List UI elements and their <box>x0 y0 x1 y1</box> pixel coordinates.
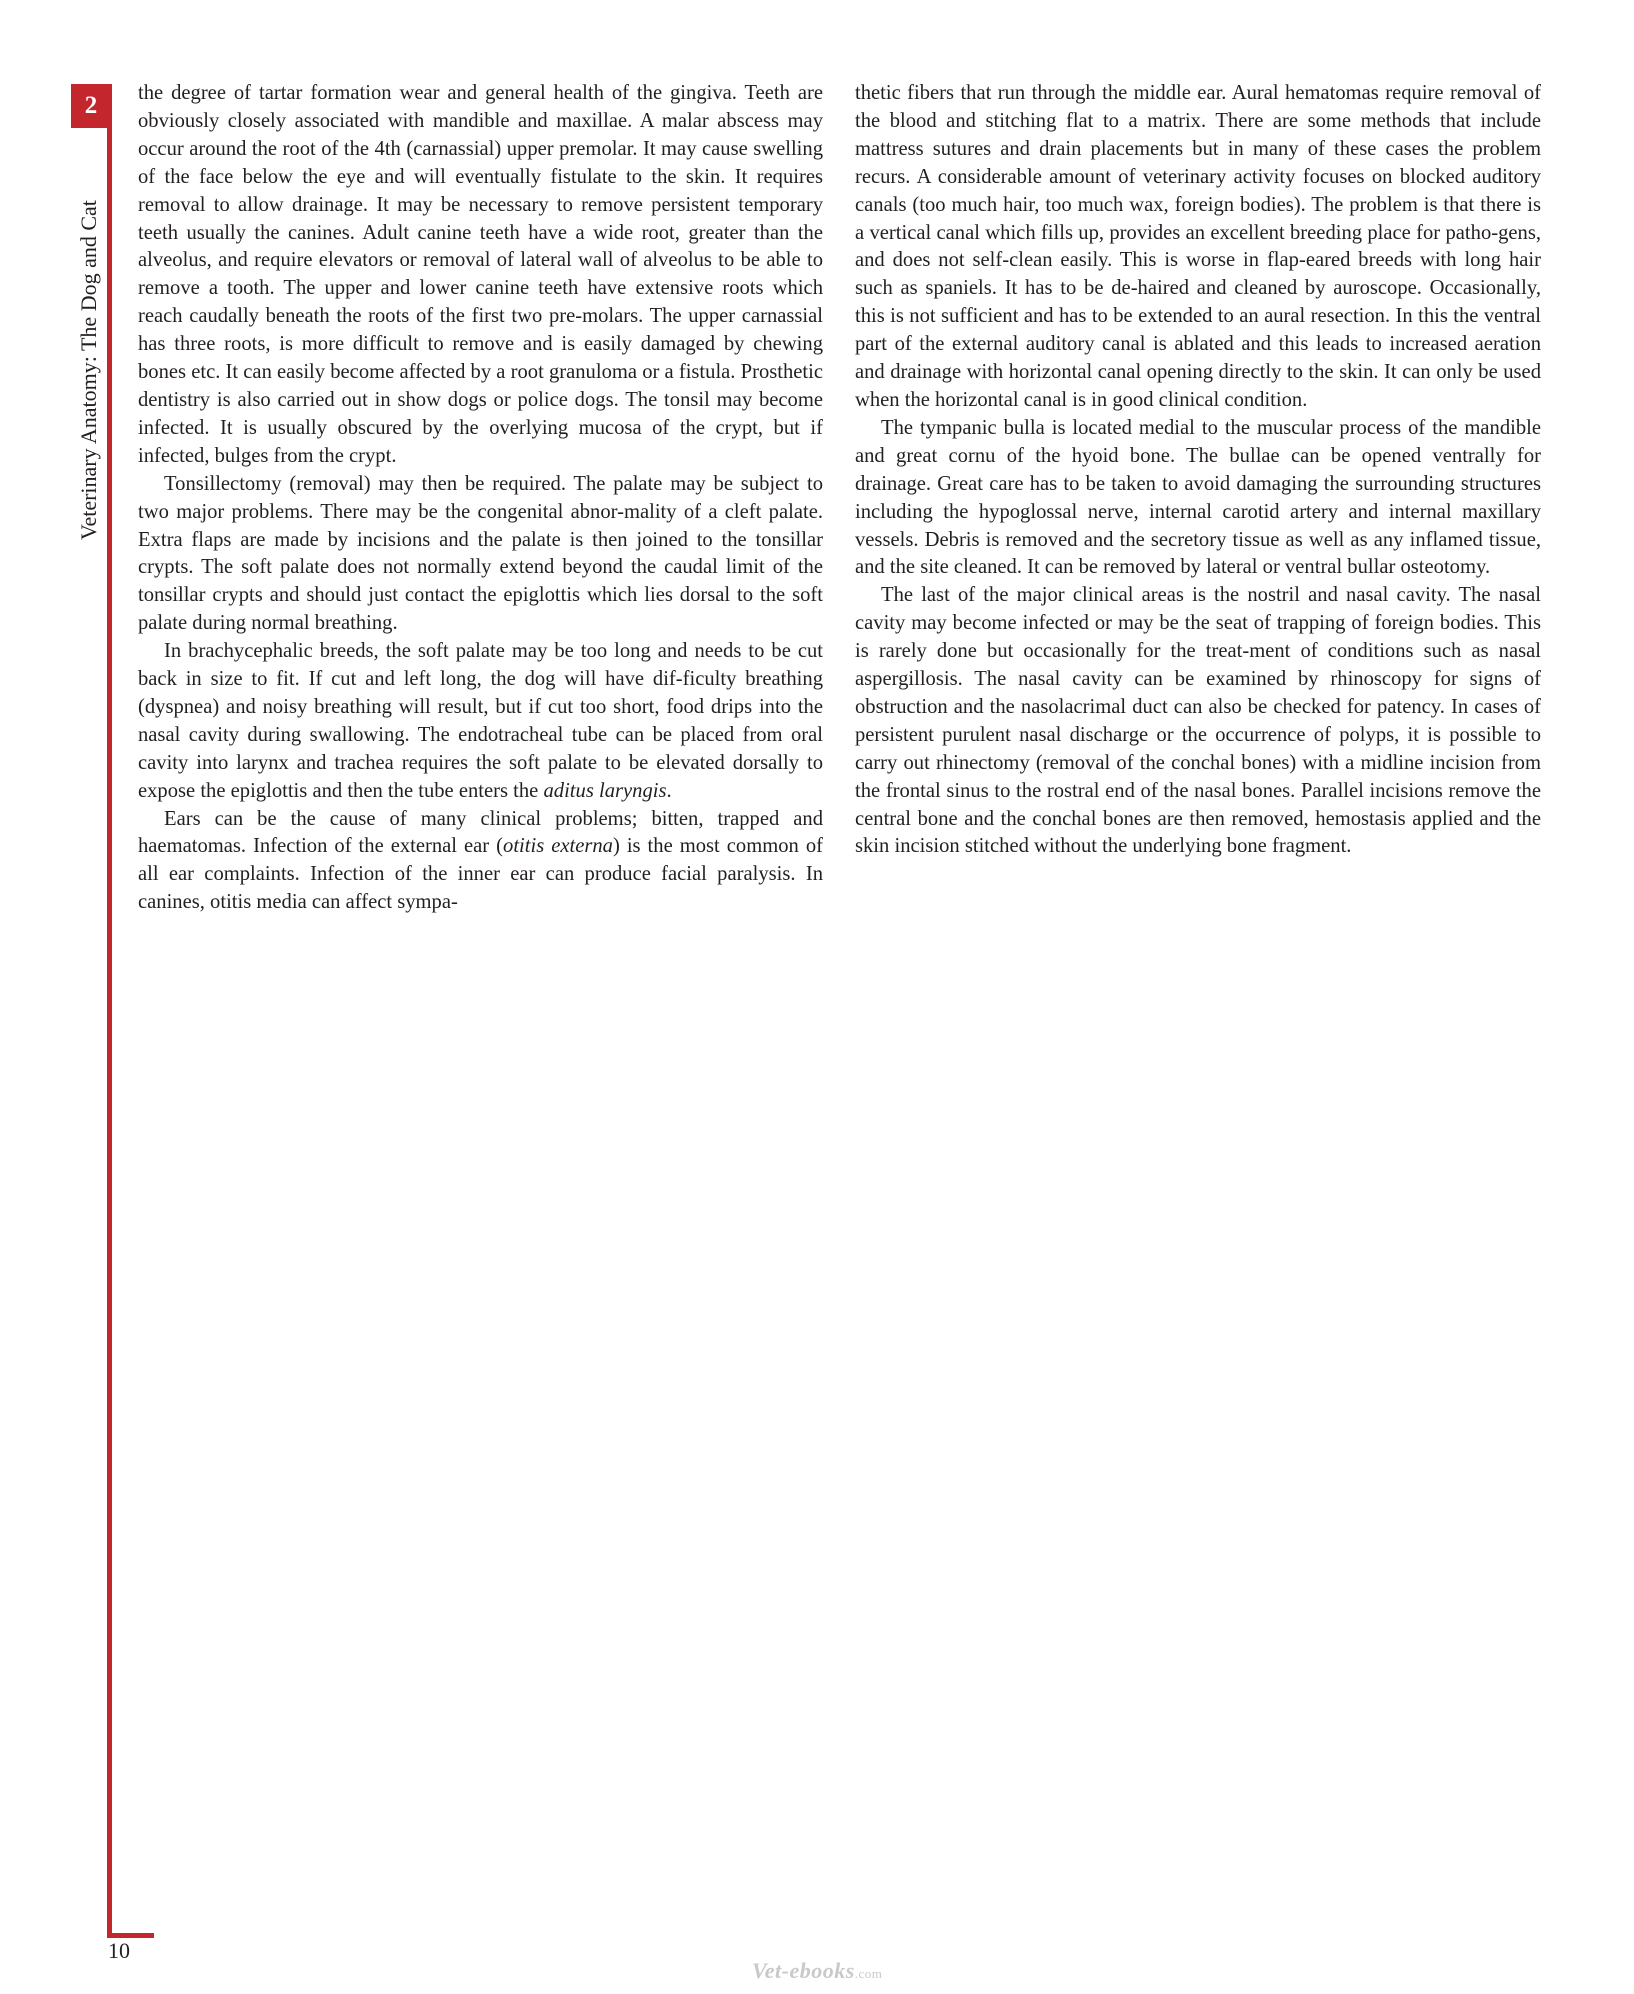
running-head: Veterinary Anatomy: The Dog and Cat <box>76 200 101 540</box>
paragraph-text: ) is the most common of all ear complaints. Infection of the inner ear can produce facial paralysis. In canines, otitis media can affect sympa- <box>138 835 823 914</box>
paragraph: The tympanic bulla is located medial to the muscular process of the mandible and great cornu of the hyoid bone. The bullae can be opened ventrally for drainage. Great care has to be taken to avoid damaging the surrounding structures including the hypoglossal nerve, internal carotid artery and internal maxillary vessels. Debris is removed and the secretory tissue as well as any inflamed tissue, and the site cleaned. It can be removed by lateral or ventral bullar osteotomy. <box>855 416 1541 579</box>
watermark <box>752 1958 882 1984</box>
paragraph-text: Ears can be the cause of many clinical problems; bitten, trapped and haematomas. Infection of the external ear ( <box>138 807 823 858</box>
paragraph-text: In brachycephalic breeds, the soft palate may be too long and needs to be cut back in size to fit. If cut and left long, the dog will have dif-ficulty breathing (dyspnea) and noisy breathing will result, but if cut too short, food drips into the nasal cavity during swallowing. The endotracheal tube can be placed from oral cavity into larynx and trachea requires the soft palate to be elevated dorsally to expose the epiglottis and then the tube enters the <box>138 640 823 802</box>
paragraph: The last of the major clinical areas is the nostril and nasal cavity. The nasal cavity may become infected or may be the seat of trapping of foreign bodies. This is rarely done but occasionally for the treat-ment of conditions such as nasal aspergillosis. The nasal cavity can be examined by rhinoscopy for signs of obstruction and the nasolacrimal duct can also be checked for patency. In cases of persistent purulent nasal discharge or the occurrence of polyps, it is possible to carry out rhinectomy (removal of the conchal bones) with a midline incision from the frontal sinus to the rostral end of the nasal bones. Parallel incisions remove the central bone and the conchal bones are then removed, hemostasis applied and the skin incision stitched without the underlying bone fragment. <box>855 584 1541 858</box>
right-column <box>855 80 1541 861</box>
page-number: 10 <box>108 1938 130 1963</box>
paragraph: Tonsillectomy (removal) may then be required. The palate may be subject to two major problems. There may be the congenital abnor-mality of a cleft palate. Extra flaps are made by incisions and the palate is then joined to the tonsillar crypts. The soft palate does not normally extend beyond the caudal limit of the tonsillar crypts and should just contact the epiglottis which lies dorsal to the soft palate during normal breathing. <box>138 472 823 635</box>
watermark-text: Vet-ebooks <box>752 1958 855 1983</box>
watermark-suffix: .com <box>854 1966 883 1981</box>
chapter-number: 2 <box>84 92 98 119</box>
paragraph <box>138 806 823 918</box>
paragraph: thetic fibers that run through the middle ear. Aural hematomas require removal of the blood and stitching flat to a matrix. There are some methods that include mattress sutures and drain placements but in many of these cases the problem recurs. A considerable amount of veterinary activity focuses on blocked auditory canals (too much hair, too much wax, foreign bodies). The problem is that there is a vertical canal which fills up, provides an excellent breeding place for patho-gens, and does not self-clean easily. This is worse in flap-eared breeds with long hair such as spaniels. It has to be de-haired and cleaned by auroscope. Occasionally, this is not sufficient and has to be extended to an aural resection. In this the ventral part of the external auditory canal is ablated and this leads to increased aeration and drainage with horizontal canal opening directly to the skin. It can only be used when the horizontal canal is in good clinical condition. <box>855 82 1541 411</box>
paragraph-text: . <box>666 779 672 802</box>
paragraph: the degree of tartar formation wear and general health of the gingiva. Teeth are obviously closely associated with mandible and maxillae. A malar abscess may occur around the root of the 4th (carnassial) upper premolar. It may cause swelling of the face below the eye and will eventually fistulate to the skin. It requires removal to allow drainage. It may be necessary to remove persistent temporary teeth usually the canines. Adult canine teeth have a wide root, greater than the alveolus, and require elevators or removal of lateral wall of alveolus to be able to remove a tooth. The upper and lower canine teeth have extensive roots which reach caudally beneath the roots of the first two pre-molars. The upper carnassial has three roots, is more difficult to remove and is easily damaged by chewing bones etc. It can easily become affected by a root granuloma or a fistula. Prosthetic dentistry is also carried out in show dogs or police dogs. The tonsil may become infected. It is usually obscured by the overlying mucosa of the crypt, but if infected, bulges from the crypt. <box>138 82 823 467</box>
chapter-side-rule <box>107 84 112 1938</box>
left-column <box>138 80 823 917</box>
chapter-number-badge <box>71 84 111 128</box>
italic-term: aditus laryngis <box>543 779 667 802</box>
paragraph <box>138 638 823 805</box>
italic-term: otitis externa <box>503 835 613 858</box>
